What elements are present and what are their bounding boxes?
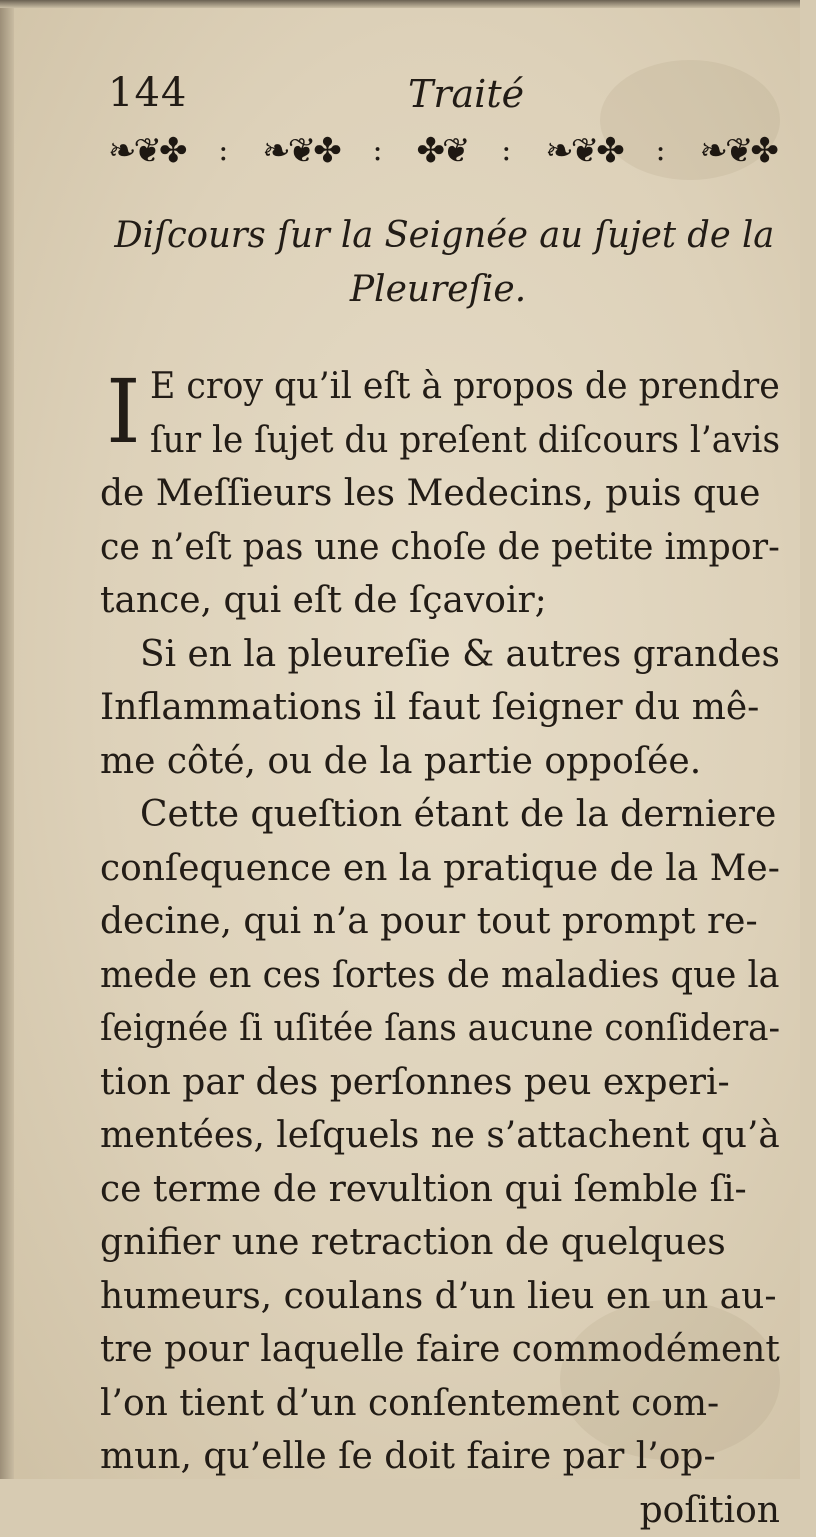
fleuron-ornament: ❧❦✤ xyxy=(108,131,184,171)
page-binding-edge xyxy=(0,0,14,1479)
text-line: ſeignée ſi uſitée ſans aucune conſidera- xyxy=(100,1002,780,1056)
text-line: ce n’eſt pas une choſe de petite impor- xyxy=(100,521,780,575)
text-line: de Meſſieurs les Medecins, puis que xyxy=(100,467,780,521)
text-line: Inflammations il faut ſeigner du mê- xyxy=(100,681,780,735)
fleuron-ornament: ✤❦ xyxy=(416,131,467,171)
page-number: 144 xyxy=(108,70,187,116)
page-header xyxy=(108,70,768,120)
text-line: E croy qu’il eſt à propos de prendre xyxy=(100,360,780,414)
body-text xyxy=(100,360,780,1537)
text-line: me côté, ou de la partie oppoſée. xyxy=(100,735,780,789)
text-line: decine, qui n’a pour tout prompt re- xyxy=(100,895,780,949)
text-line: tance, qui eſt de ſçavoir; xyxy=(100,574,780,628)
text-line: conſequence en la pratique de la Me- xyxy=(100,842,780,896)
chapter-heading xyxy=(108,208,768,315)
text-line: gnifier une retraction de quelques xyxy=(100,1216,780,1270)
ornament-separator: : xyxy=(501,131,511,171)
text-line: l’on tient d’un conſentement com- xyxy=(100,1377,780,1431)
page-top-edge xyxy=(0,0,800,8)
running-title: Traité xyxy=(408,72,524,116)
ornament-separator: : xyxy=(656,131,666,171)
text-line: humeurs, coulans d’un lieu en un au- xyxy=(100,1270,780,1324)
text-line: mentées, leſquels ne s’attachent qu’à xyxy=(100,1109,780,1163)
fleuron-ornament: ❧❦✤ xyxy=(545,131,621,171)
text-line: ce terme de revultion qui ſemble ſi- xyxy=(100,1163,780,1217)
heading-line-1: Diſcours ſur la Seignée au ſujet de la xyxy=(114,208,761,262)
text-line: ſur le ſujet du preſent diſcours l’avis xyxy=(100,414,780,468)
text-line: Si en la pleureſie & autres grandes xyxy=(100,628,780,682)
text-line: mun, qu’elle ſe doit faire par l’op- xyxy=(100,1430,780,1484)
text-line: mede en ces ſortes de maladies que la xyxy=(100,949,780,1003)
text-line: tre pour laquelle faire commodément xyxy=(100,1323,780,1377)
catchword: poſition xyxy=(100,1484,780,1537)
drop-cap: I xyxy=(106,368,141,456)
heading-line-2: Pleureſie. xyxy=(108,262,768,316)
ornament-separator: : xyxy=(373,131,383,171)
ornament-separator: : xyxy=(218,131,228,171)
text-line: Cette queſtion étant de la derniere xyxy=(100,788,780,842)
ornamental-band xyxy=(108,128,776,174)
fleuron-ornament: ❧❦✤ xyxy=(699,131,775,171)
text-line: tion par des perſonnes peu experi- xyxy=(100,1056,780,1110)
fleuron-ornament: ❧❦✤ xyxy=(262,131,338,171)
